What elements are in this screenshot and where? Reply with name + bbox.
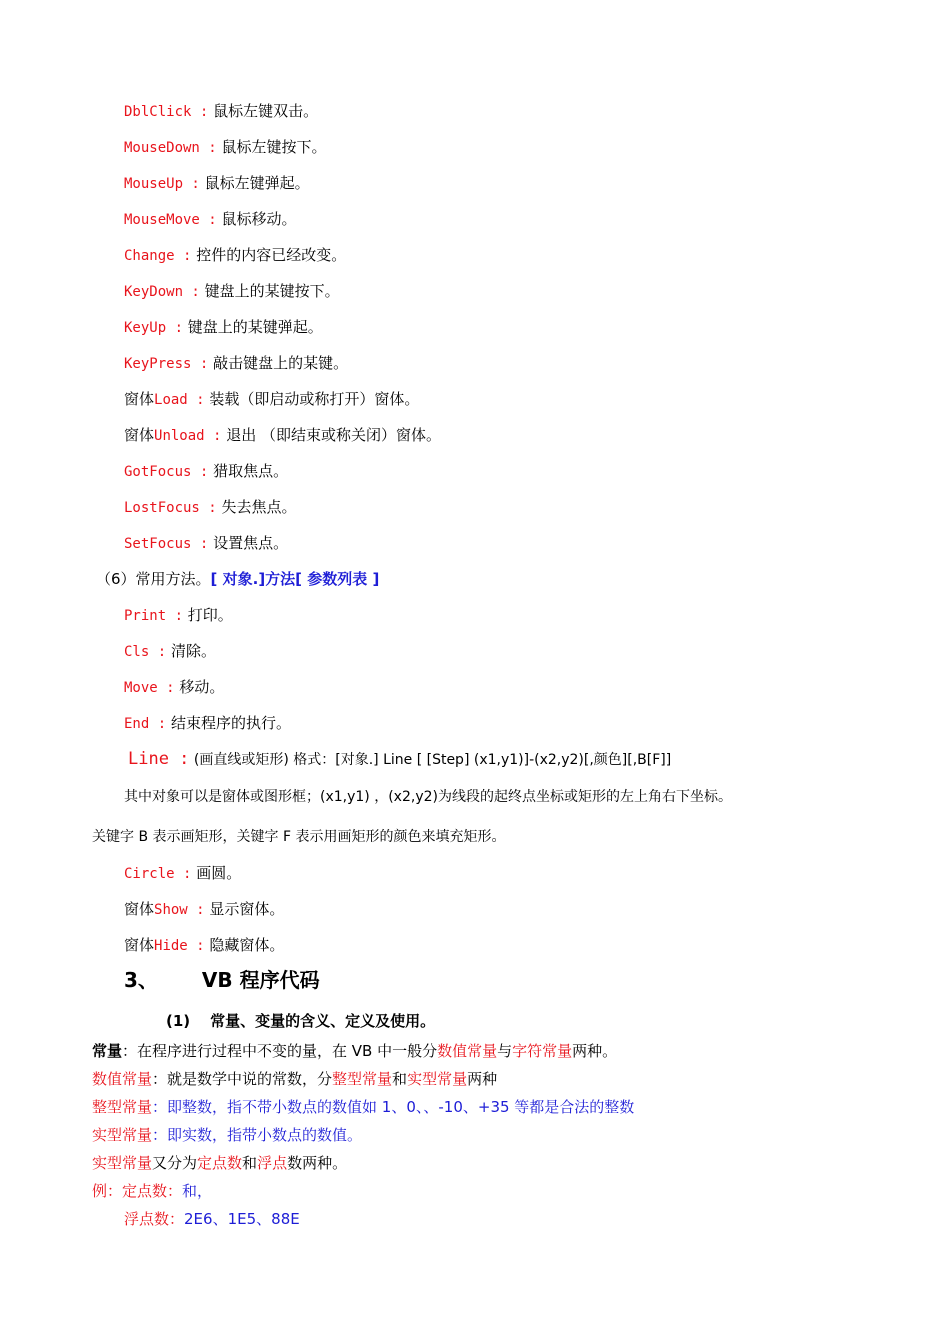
subsection-title: 常量、变量的含义、定义及使用。 [210, 1012, 436, 1030]
int-const-label: 整型常量 [92, 1098, 153, 1116]
event-keypress [124, 352, 348, 375]
event-desc: 装载（即启动或称打开）窗体。 [209, 390, 420, 408]
method-move [124, 676, 224, 699]
event-desc: 敲击键盘上的某键。 [213, 354, 349, 372]
numeric-const-term: 数值常量 [437, 1042, 498, 1060]
methods-heading-prefix: （6）常用方法。 [96, 570, 211, 588]
event-lostfocus [124, 496, 297, 519]
int-const-term: 整型常量 [332, 1070, 393, 1088]
methods-heading [96, 568, 379, 590]
method-name: End : [124, 716, 167, 732]
example-text: 和， [182, 1182, 213, 1200]
event-desc: 控件的内容已经改变。 [196, 246, 347, 264]
event-gotfocus [124, 460, 288, 483]
method-desc: 画圆。 [196, 864, 242, 882]
event-name: DblClick : [124, 104, 209, 120]
method-hide [124, 934, 284, 957]
event-desc: 设置焦点。 [213, 534, 289, 552]
constant-label: 常量 [92, 1042, 123, 1060]
tail-text: 两种 [467, 1070, 498, 1088]
subsection-1-heading [166, 1010, 435, 1032]
method-circle [124, 862, 241, 885]
section-number: 3、 [124, 968, 158, 992]
method-desc: 移动。 [179, 678, 225, 696]
method-line [128, 748, 671, 771]
real-const-term: 实型常量 [407, 1070, 468, 1088]
event-dblclick [124, 100, 318, 123]
line-note-1: 其中对象可以是窗体或图形框；(x1,y1) ，(x2,y2)为线段的起终点坐标或矩形的左上角右下坐标。 [124, 789, 732, 805]
method-prefix: 窗体 [124, 936, 155, 954]
real-split-line [92, 1152, 347, 1174]
constant-text: ：在程序进行过程中不变的量，在 VB 中一般分 [122, 1042, 438, 1060]
event-name: MouseDown : [124, 140, 217, 156]
event-name: MouseMove : [124, 212, 217, 228]
event-name: KeyDown : [124, 284, 200, 300]
method-name: Show : [154, 902, 205, 918]
real-split-text: 又分为 [152, 1154, 198, 1172]
connector-text: 和 [392, 1070, 408, 1088]
event-mousedown [124, 136, 327, 159]
real-constant-line [92, 1124, 362, 1146]
event-desc: 鼠标移动。 [221, 210, 297, 228]
event-mouseup [124, 172, 310, 195]
method-name: Line : [128, 749, 190, 769]
method-desc: 结束程序的执行。 [170, 714, 291, 732]
numeric-constant-line [92, 1068, 497, 1090]
methods-format: [ 对象.]方法[ 参数列表 ] [210, 570, 380, 588]
fixed-point-term: 定点数 [197, 1154, 243, 1172]
real-const-text: ：即实数，指带小数点的数值。 [152, 1126, 363, 1144]
event-desc: 鼠标左键按下。 [221, 138, 327, 156]
event-desc: 猎取焦点。 [213, 462, 289, 480]
method-print [124, 604, 233, 627]
floating-point-term: 浮点 [257, 1154, 288, 1172]
example-fixed-line [92, 1180, 212, 1202]
method-prefix: 窗体 [124, 900, 155, 918]
line-note-2: 关键字 B 表示画矩形，关键字 F 表示用画矩形的颜色来填充矩形。 [92, 829, 506, 845]
event-prefix: 窗体 [124, 390, 155, 408]
event-setfocus [124, 532, 288, 555]
event-name: GotFocus : [124, 464, 209, 480]
event-name: Unload : [154, 428, 222, 444]
numeric-const-text: ：就是数学中说的常数，分 [152, 1070, 333, 1088]
method-desc: 显示窗体。 [209, 900, 285, 918]
event-name: Change : [124, 248, 192, 264]
real-const-label: 实型常量 [92, 1126, 153, 1144]
section-title: VB 程序代码 [201, 968, 320, 992]
method-desc: 清除。 [170, 642, 216, 660]
method-cls [124, 640, 216, 663]
event-name: KeyUp : [124, 320, 184, 336]
event-name: Load : [154, 392, 205, 408]
tail-text: 数两种。 [287, 1154, 348, 1172]
tail-text: 两种。 [572, 1042, 618, 1060]
method-end [124, 712, 291, 735]
event-desc: 鼠标左键弹起。 [204, 174, 310, 192]
event-name: LostFocus : [124, 500, 217, 516]
event-load [124, 388, 419, 411]
numeric-const-label: 数值常量 [92, 1070, 153, 1088]
event-unload [124, 424, 441, 447]
subsection-number: (1) [166, 1012, 191, 1030]
connector-text: 与 [497, 1042, 513, 1060]
method-desc: 隐藏窗体。 [209, 936, 285, 954]
method-name: Print : [124, 608, 184, 624]
event-desc: 键盘上的某键按下。 [204, 282, 340, 300]
section-3-heading [124, 966, 320, 994]
event-mousemove [124, 208, 297, 231]
event-keyup [124, 316, 323, 339]
event-desc: 鼠标左键双击。 [213, 102, 319, 120]
method-name: Move : [124, 680, 175, 696]
event-desc: 退出 （即结束或称关闭）窗体。 [226, 426, 442, 444]
event-name: KeyPress : [124, 356, 209, 372]
method-show [124, 898, 284, 921]
example-text: 2E6、1E5、88E [184, 1210, 300, 1228]
event-desc: 键盘上的某键弹起。 [187, 318, 323, 336]
method-name: Circle : [124, 866, 192, 882]
method-name: Cls : [124, 644, 167, 660]
event-prefix: 窗体 [124, 426, 155, 444]
example-float-line [124, 1208, 300, 1230]
example-label: 浮点数： [124, 1210, 185, 1228]
event-keydown [124, 280, 340, 303]
char-const-term: 字符常量 [512, 1042, 573, 1060]
method-desc: 打印。 [187, 606, 233, 624]
real-split-label: 实型常量 [92, 1154, 153, 1172]
event-name: SetFocus : [124, 536, 209, 552]
example-label: 例：定点数： [92, 1182, 183, 1200]
method-desc: (画直线或矩形) 格式：[对象.] Line [ [Step] (x1,y1)]-(x2,y2)[,颜色][,B[F]] [193, 752, 672, 768]
constant-definition [92, 1040, 617, 1062]
method-name: Hide : [154, 938, 205, 954]
event-desc: 失去焦点。 [221, 498, 297, 516]
connector-text: 和 [242, 1154, 258, 1172]
integer-constant-line [92, 1096, 634, 1118]
int-const-text: ：即整数，指不带小数点的数值如 1、0、、-10、+35 等都是合法的整数 [152, 1098, 635, 1116]
event-change [124, 244, 346, 267]
event-name: MouseUp : [124, 176, 200, 192]
